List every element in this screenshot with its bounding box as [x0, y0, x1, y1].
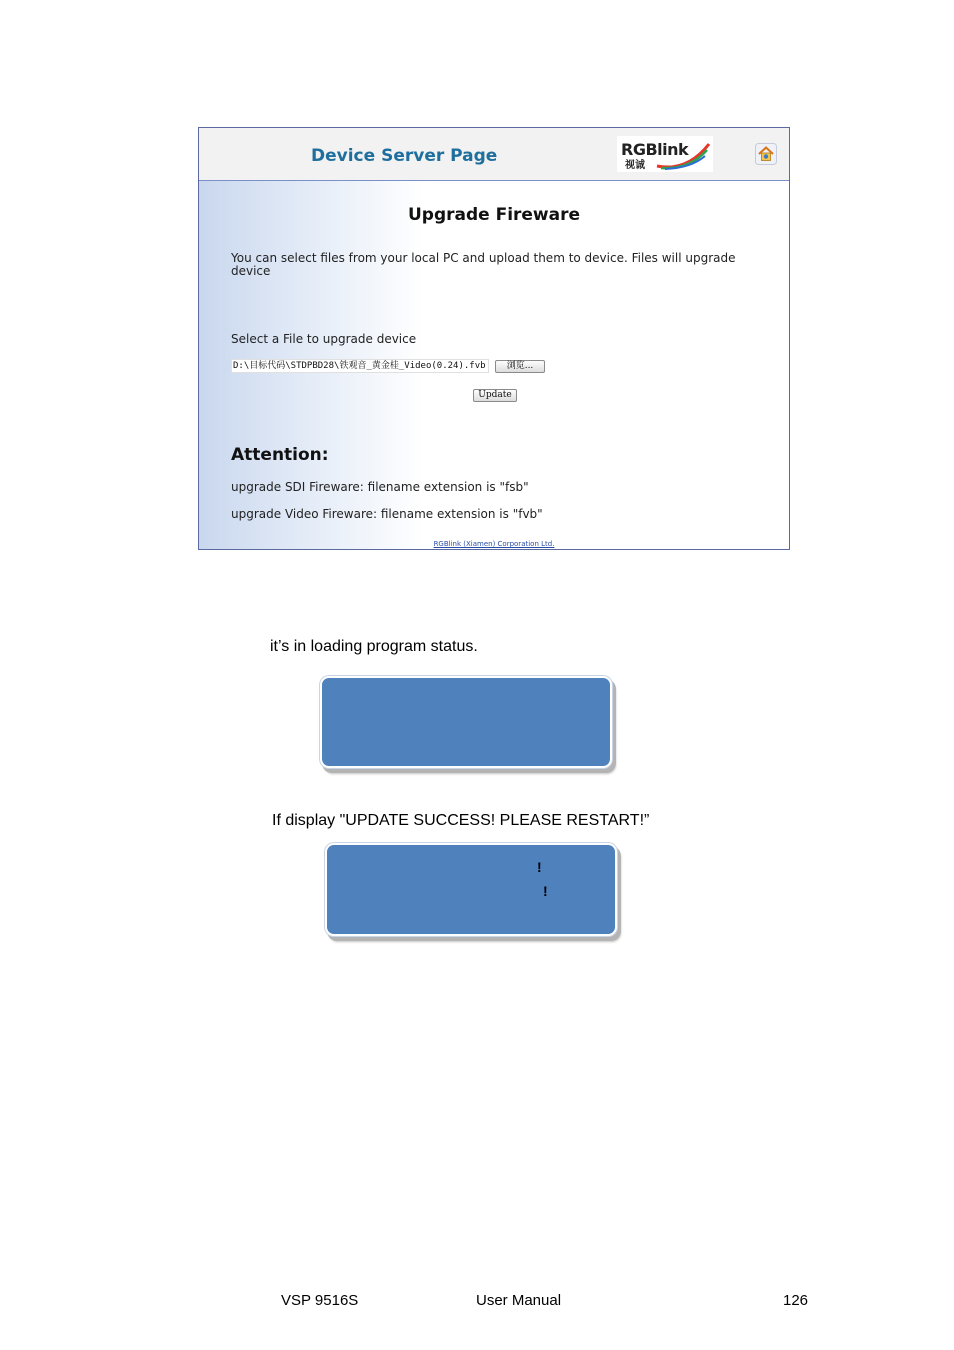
lcd-line-2: !	[543, 883, 548, 899]
footer-manual: User Manual	[476, 1292, 562, 1309]
update-button[interactable]: Update	[473, 389, 517, 402]
header-title: Device Server Page	[311, 146, 498, 166]
success-message-text: If display "UPDATE SUCCESS! PLEASE RESTART!”	[272, 812, 650, 829]
lcd-loading-panel	[320, 676, 612, 768]
note-sdi-extension: upgrade SDI Fireware: filename extension is "fsb"	[231, 480, 529, 494]
logo-subtext: 视诚	[625, 160, 645, 171]
footer-page-number: 126	[783, 1292, 809, 1309]
browse-button[interactable]: 浏览...	[495, 360, 545, 373]
lcd-success-panel	[325, 843, 617, 936]
note-video-extension: upgrade Video Fireware: filename extension is "fvb"	[231, 507, 543, 521]
home-icon	[755, 143, 777, 165]
home-button[interactable]	[755, 143, 777, 165]
company-link[interactable]: RGBlink (Xiamen) Corporation Ltd.	[433, 540, 555, 548]
footer-model: VSP 9516S	[281, 1292, 359, 1309]
screenshot-header	[199, 128, 789, 181]
screenshot-body	[199, 181, 789, 550]
select-file-label: Select a File to upgrade device	[231, 332, 417, 346]
attention-heading: Attention:	[231, 445, 329, 465]
logo-text: RGBlink	[621, 140, 689, 159]
loading-status-text: it’s in loading program status.	[270, 638, 478, 655]
lcd-line-1: !	[537, 859, 542, 875]
upgrade-screenshot	[198, 127, 790, 550]
page-title: Upgrade Fireware	[407, 205, 581, 225]
file-path-input[interactable]: D:\目标代码\STDPBD28\铁观音_黄金桂_Video(0.24).fvb	[231, 359, 489, 373]
upgrade-description: You can select files from your local PC and upload them to device. Files will upgrade device	[231, 251, 736, 278]
rgblink-logo	[617, 136, 713, 172]
